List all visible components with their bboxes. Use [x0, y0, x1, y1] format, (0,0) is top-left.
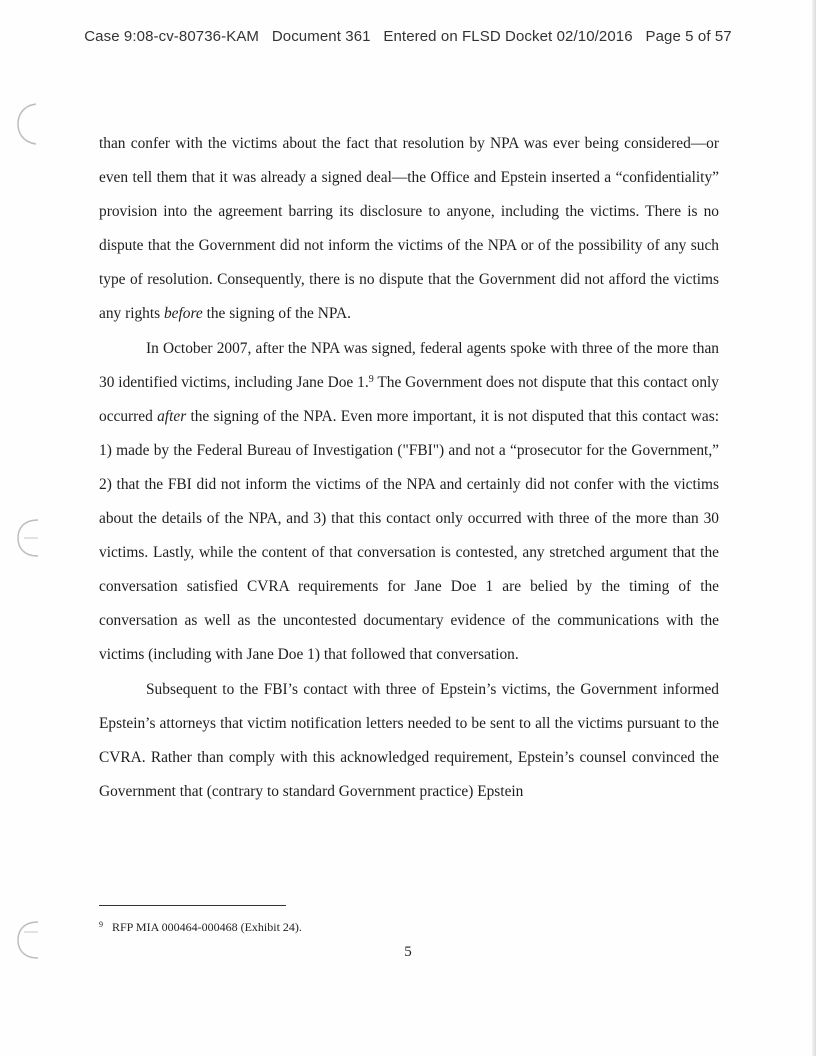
footnote-text: RFP MIA 000464-000468 (Exhibit 24). — [112, 920, 302, 934]
paragraph-text: than confer with the victims about the fact that resolution by NPA was ever being considered—or even tell them that it was already a signed deal—the Office and Epstein inserted a “confidentiality” provision into the agreement barring its disclosure to anyone, including the victims. There is no dispute that the Government did not inform the victims of the NPA or of the possibility of any such type of resolution. Consequently, there is no dispute that the Government did not afford the victims any rights — [99, 135, 719, 323]
paragraph-text: The Government does not dispute that this contact only occurred — [99, 373, 719, 425]
scan-edge-shadow — [812, 0, 816, 1056]
punch-hole-mark-top — [12, 102, 42, 146]
court-filing-header: Case 9:08-cv-80736-KAM Document 361 Entered on FLSD Docket 02/10/2016 Page 5 of 57 — [84, 28, 732, 45]
page-number: 5 — [404, 944, 412, 960]
paragraph-october-2007 — [99, 332, 719, 673]
emphasis-before: before — [163, 305, 203, 323]
footnote-divider — [99, 905, 286, 906]
paragraph-text: Subsequent to the FBI’s contact with three of Epstein’s victims, the Government informed Epstein’s attorneys that victim notification letters needed to be sent to all the victims pursuant to the CVRA. Rather than comply with this acknowledged requirement, Epstein’s counsel convinced the Government that (contrary to standard Government practice) Epstein — [99, 680, 719, 800]
footnote — [99, 920, 302, 935]
document-body — [99, 127, 719, 809]
emphasis-after: after — [157, 407, 187, 425]
paragraph-text: the signing of the NPA. — [202, 305, 351, 323]
paragraph-subsequent — [99, 673, 719, 809]
punch-hole-mark-middle — [12, 516, 42, 560]
paragraph-continuation — [99, 127, 719, 332]
footnote-marker: 9 — [99, 920, 103, 929]
paragraph-text: In October 2007, after the NPA was signed, federal agents spoke with three of the more than 30 identified victims, including Jane Doe 1. — [99, 339, 719, 391]
footnote-reference: 9 — [368, 373, 374, 385]
paragraph-text: the signing of the NPA. Even more important, it is not disputed that this contact was: 1) made by the Federal Bureau of Investigation ("FBI") and not a “prosecutor for the Government,” 2) that the FBI did not inform the victims of the NPA and certainly did not confer with the victims about the details of the NPA, and 3) that this contact only occurred with three of the more than 30 victims. Lastly, while the content of that conversation is contested, any stretched argument that the conversation satisfied CVRA requirements for Jane Doe 1 are belied by the timing of the conversation as well as the uncontested documentary evidence of the communications with the victims (including with Jane Doe 1) that followed that conversation. — [99, 407, 719, 664]
